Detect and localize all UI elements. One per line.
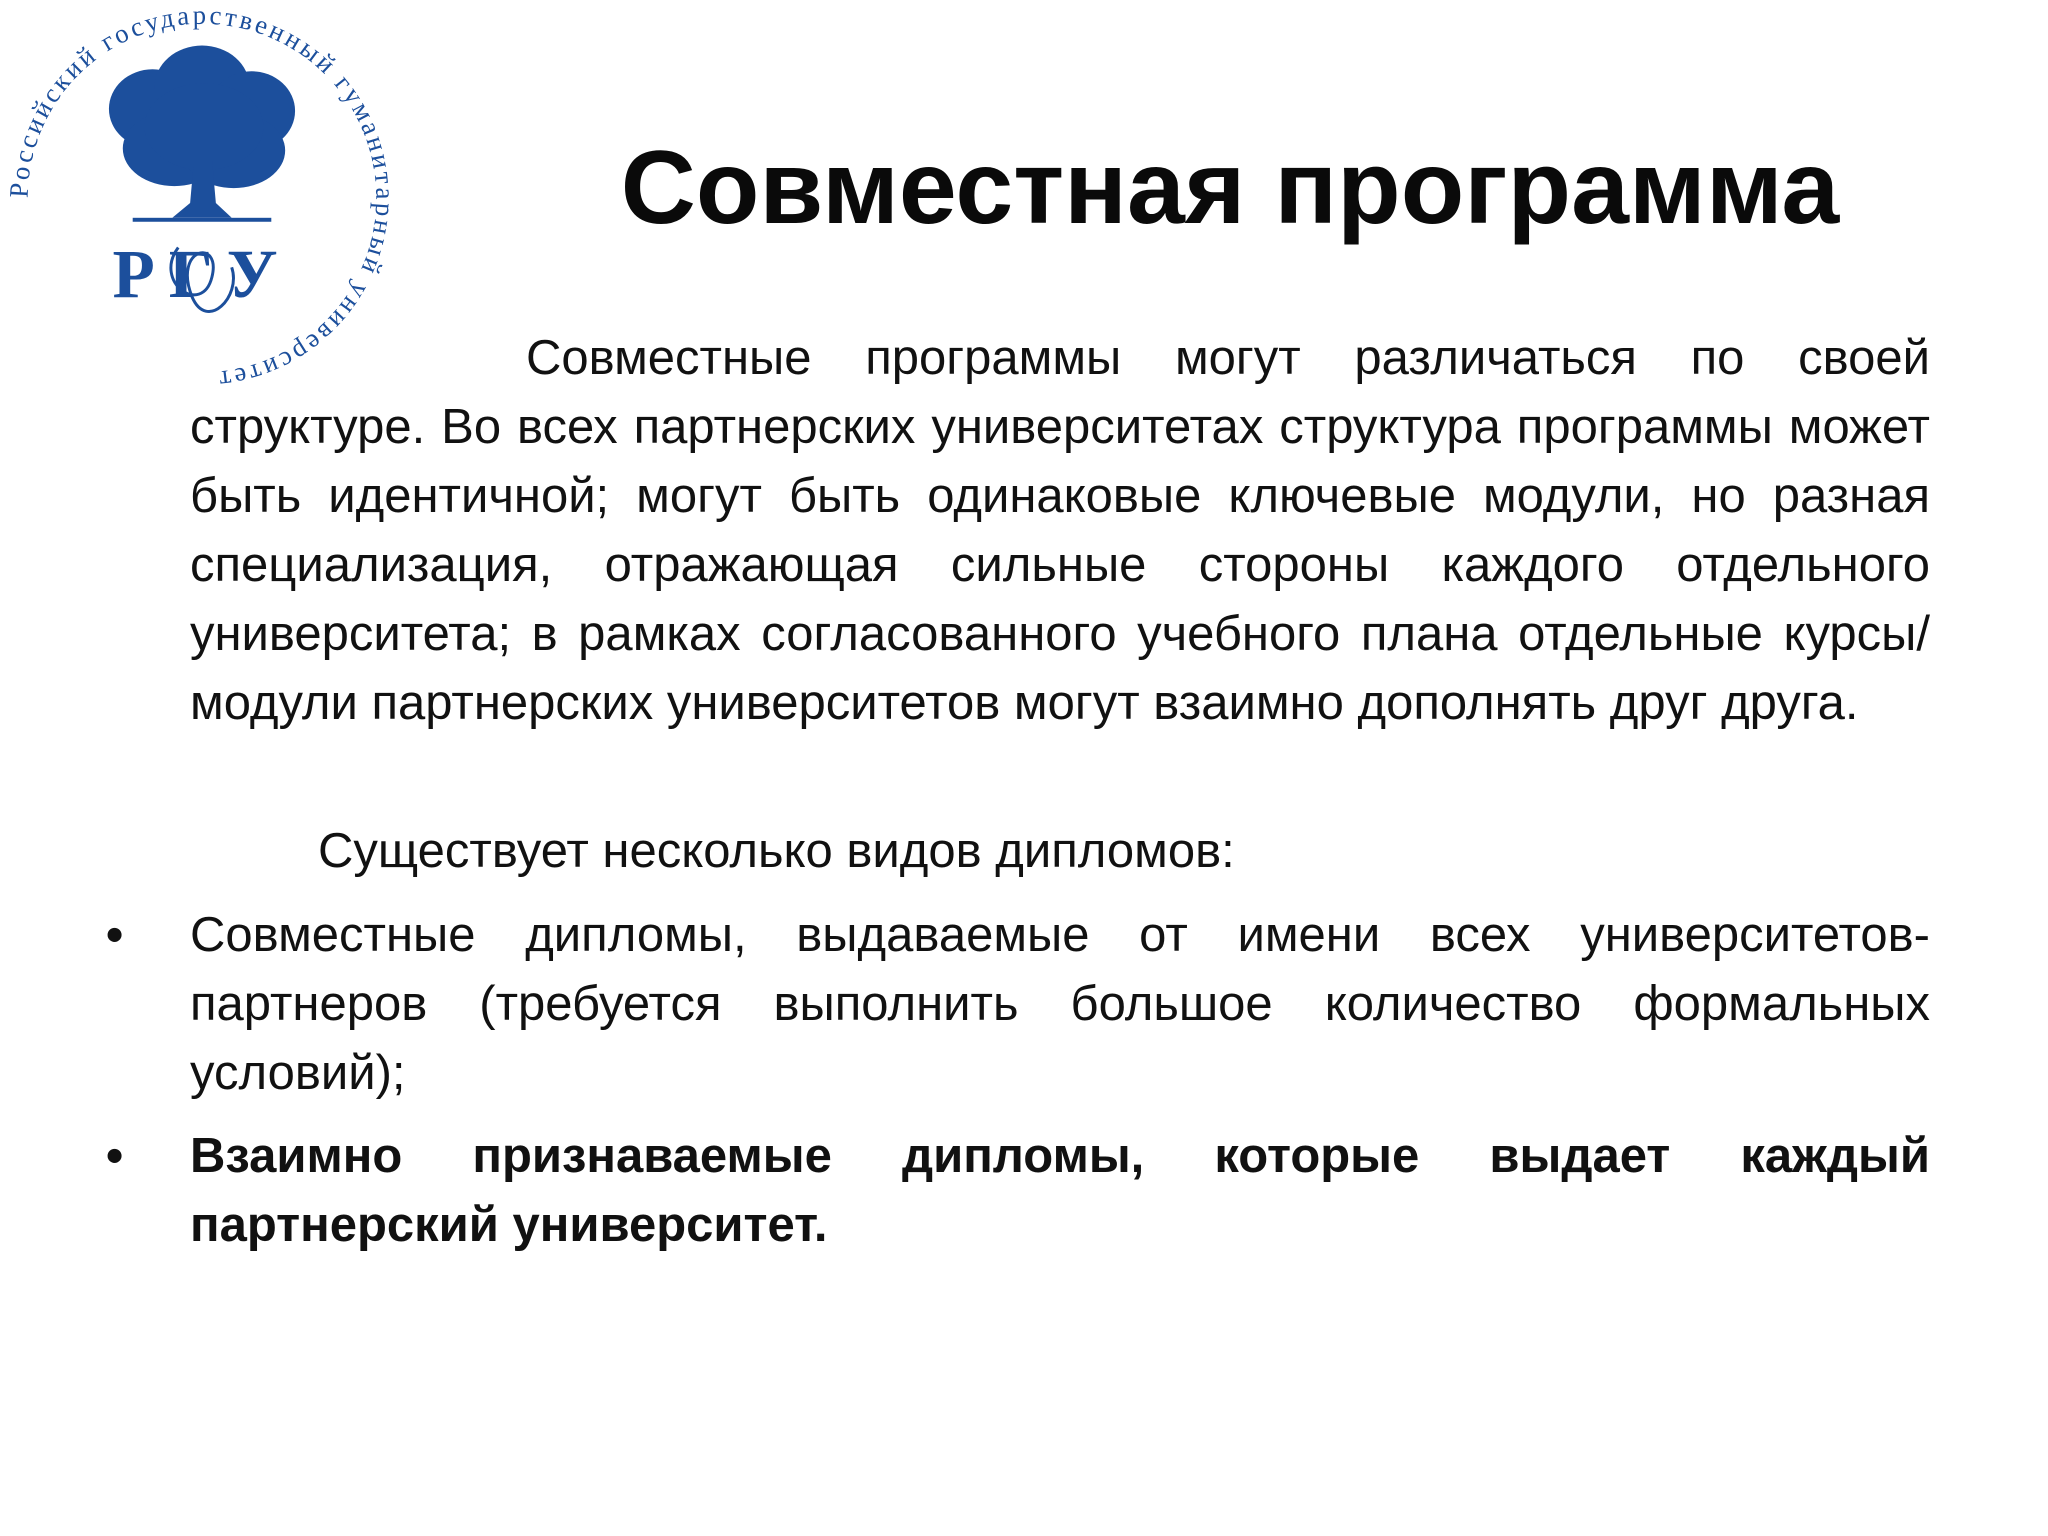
logo-ring-text: Российский государственный гуманитарный университет [4, 0, 400, 396]
list-item [106, 1122, 1930, 1260]
bullet-icon: • [106, 1129, 124, 1183]
oak-tree-icon [109, 46, 295, 222]
bullet-text: Совместные дипломы, выдаваемые от имени всех университетов-партнеров (требуется выполнить большое количество формальных условий); [190, 908, 1930, 1100]
bullet-icon: • [106, 908, 124, 962]
diploma-kinds-intro: Существует несколько видов дипломов: [318, 824, 1235, 878]
logo-monogram [113, 235, 292, 312]
logo-monogram-text: РГУ [112, 234, 292, 312]
page-title: Совместная программа [620, 130, 1840, 246]
list-item [106, 901, 1930, 1108]
intro-paragraph: Совместные программы могут различаться по своей структуре. Во всех партнерских университетах структура программы может быть идентичной; могут быть одинаковые ключевые модули, но разная специализация, отражающая сильные стороны каждого отдельного университета; в рамках согласованного учебного плана отдельные курсы/модули партнерских университетов могут взаимно дополнять друг друга. [190, 331, 1930, 730]
diploma-kinds-list [0, 901, 2048, 1260]
bullet-text: Взаимно признаваемые дипломы, которые выдает каждый партнерский университет. [190, 1129, 1930, 1252]
